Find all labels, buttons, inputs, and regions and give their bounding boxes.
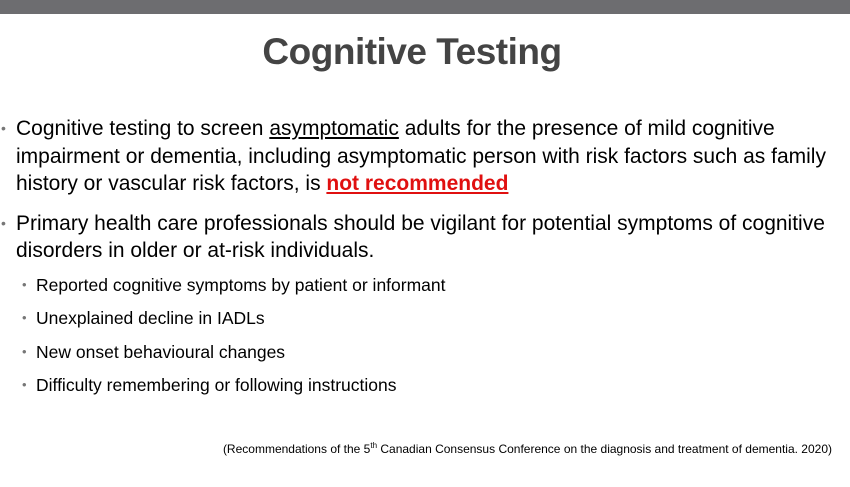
sub-bullet-text: New onset behavioural changes — [36, 341, 286, 362]
sub-bullet-marker: • — [22, 377, 27, 392]
slide-title: Cognitive Testing — [262, 31, 562, 72]
sub-bullet-text: Reported cognitive symptoms by patient or informant — [36, 274, 446, 295]
sub-bullet — [0, 274, 840, 296]
bullet-vigilance — [0, 210, 840, 265]
bullet-screening — [0, 115, 840, 198]
top-bar — [0, 0, 850, 14]
bullet-screening-text-middle: adults for the presence of mild cognitive impairment or dementia, including asymptomatic person with risk factors such as family history or vascular risk factors, is — [16, 117, 826, 195]
citation-text-end: Canadian Consensus Conference on the diagnosis and treatment of dementia. 2020) — [377, 442, 832, 456]
sub-bullet-marker: • — [22, 310, 27, 325]
sub-bullet-text: Difficulty remembering or following instructions — [36, 375, 397, 395]
sub-bullet-marker: • — [22, 343, 27, 359]
not-recommended-emphasis: not recommended — [326, 172, 509, 195]
symptom-list — [0, 274, 840, 397]
asymptomatic-term: asymptomatic — [269, 117, 399, 140]
sub-bullet-marker: • — [22, 276, 27, 292]
bullet-marker: • — [1, 120, 6, 136]
sub-bullet — [0, 374, 840, 396]
citation — [223, 442, 832, 456]
bullet-vigilance-text: Primary health care professionals should be vigilant for potential symptoms of cognitive disorders in older or at-risk individuals. — [16, 211, 825, 262]
bullet-marker: • — [1, 214, 6, 231]
sub-bullet — [0, 307, 840, 329]
citation-superscript: th — [370, 441, 378, 450]
bullet-screening-text-start: Cognitive testing to screen — [16, 117, 270, 140]
citation-text-start: (Recommendations of the 5 — [222, 442, 371, 456]
sub-bullet — [0, 341, 840, 363]
sub-bullet-text: Unexplained decline in IADLs — [36, 308, 265, 328]
bullet-list — [0, 115, 840, 408]
